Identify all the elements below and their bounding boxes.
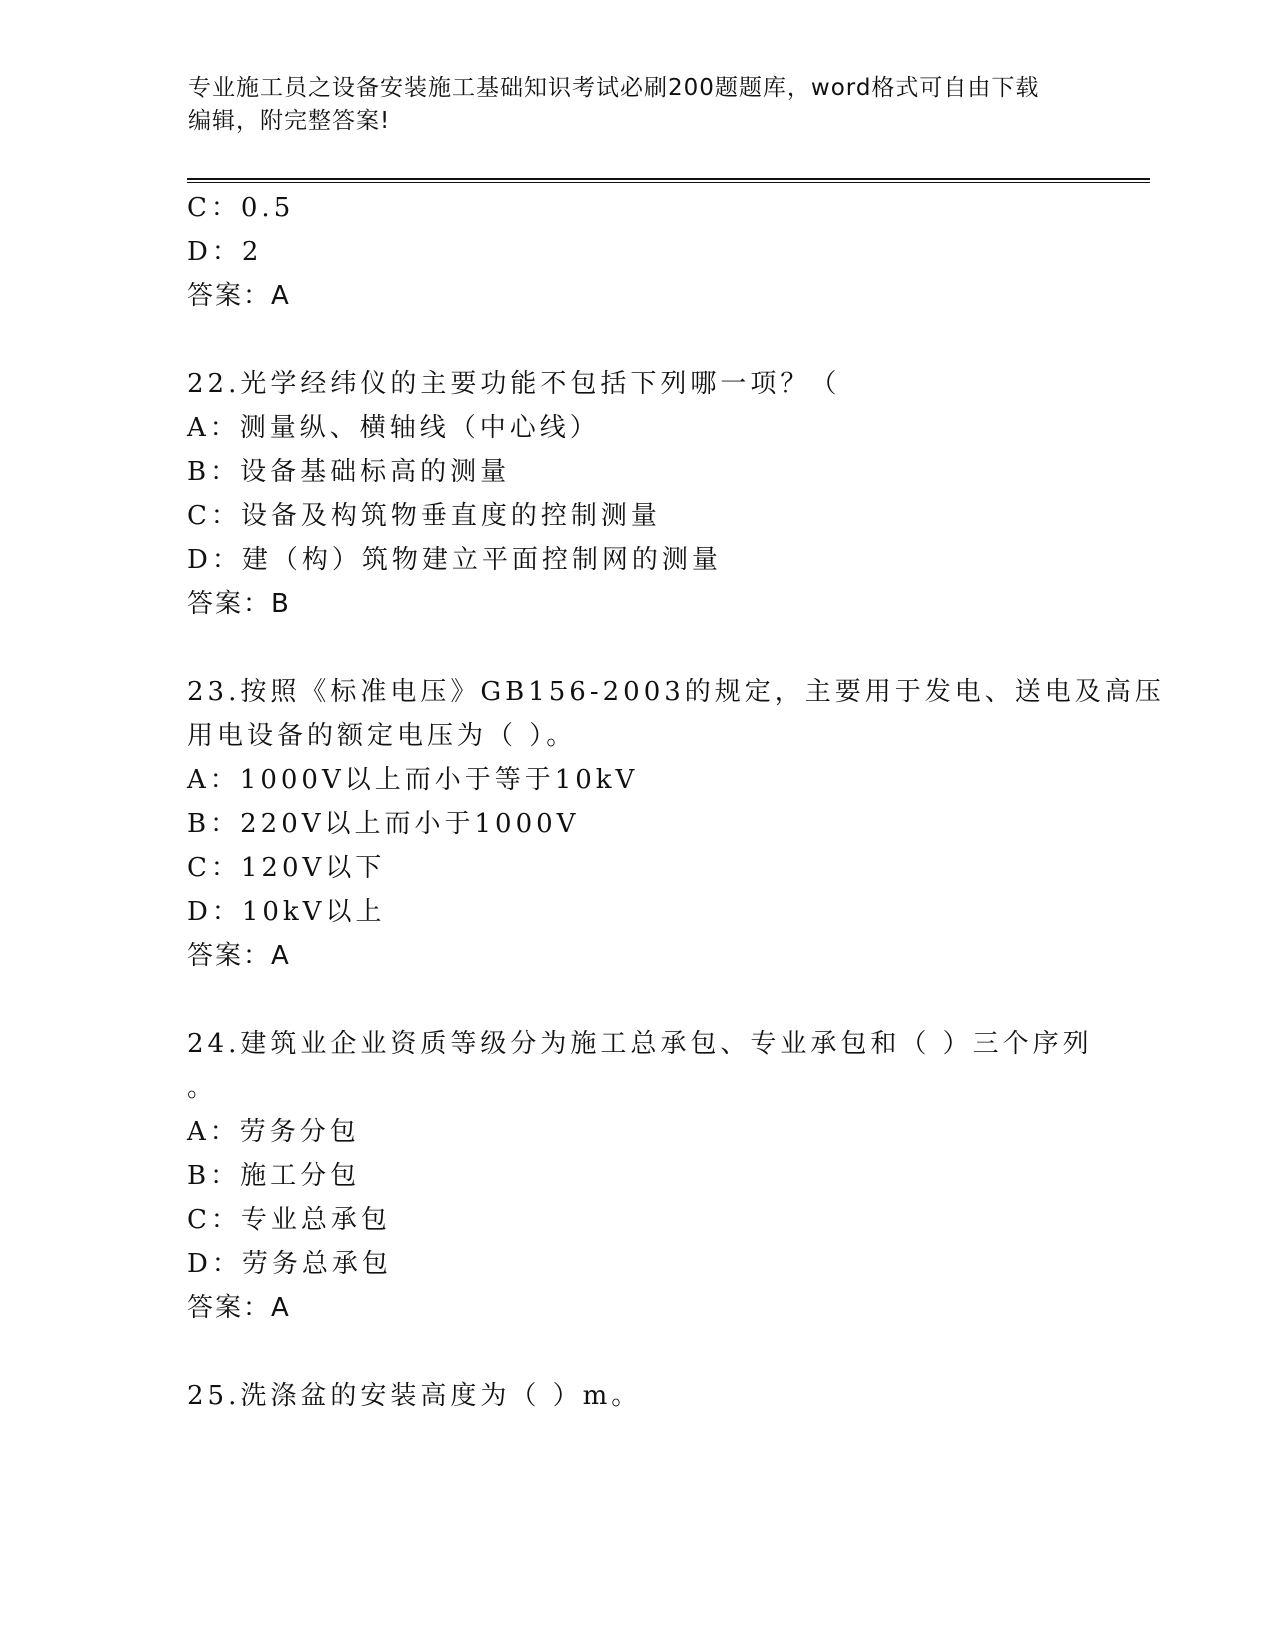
q24-option-c: C：专业总承包: [187, 1205, 391, 1235]
q24-option-a: A：劳务分包: [187, 1117, 360, 1147]
q24-option-b: B：施工分包: [187, 1161, 361, 1191]
q24-option-d: D：劳务总承包: [187, 1249, 392, 1279]
q22-answer: 答案：B: [187, 589, 291, 619]
header-title-line-2: 编辑，附完整答案!: [188, 108, 391, 134]
q23-option-c: C：120V以下: [187, 853, 386, 883]
q24-question-line-1: 24.建筑业企业资质等级分为施工总承包、专业承包和（ ）三个序列: [187, 1029, 1093, 1059]
header-title-line-1: 专业施工员之设备安装施工基础知识考试必刷200题题库，word格式可自由下载: [188, 75, 1040, 101]
q22-option-b: B：设备基础标高的测量: [187, 457, 511, 487]
q21-option-d: D：2: [187, 237, 263, 267]
q23-option-a: A：1000V以上而小于等于10kV: [187, 765, 639, 795]
q23-option-d: D：10kV以上: [187, 897, 386, 927]
q22-option-c: C：设备及构筑物垂直度的控制测量: [187, 501, 661, 531]
q21-answer: 答案：A: [187, 281, 291, 311]
q24-question-line-2: 。: [187, 1073, 218, 1103]
q23-answer: 答案：A: [187, 941, 291, 971]
header-divider-thin: [187, 182, 1150, 183]
header-divider-thick: [187, 178, 1150, 180]
q21-option-c: C：0.5: [187, 193, 295, 223]
q23-question-line-1: 23.按照《标准电压》GB156-2003的规定，主要用于发电、送电及高压: [187, 677, 1165, 707]
document-header: [188, 72, 1088, 138]
q22-option-d: D：建（构）筑物建立平面控制网的测量: [187, 545, 722, 575]
q22-question: 22.光学经纬仪的主要功能不包括下列哪一项？（: [187, 369, 841, 399]
q23-question-line-2: 用电设备的额定电压为（ ）。: [187, 721, 577, 751]
q22-option-a: A：测量纵、横轴线（中心线）: [187, 413, 600, 443]
q25-question: 25.洗涤盆的安装高度为（ ）m。: [187, 1381, 642, 1411]
q23-option-b: B：220V以上而小于1000V: [187, 809, 580, 839]
q24-answer: 答案：A: [187, 1293, 291, 1323]
